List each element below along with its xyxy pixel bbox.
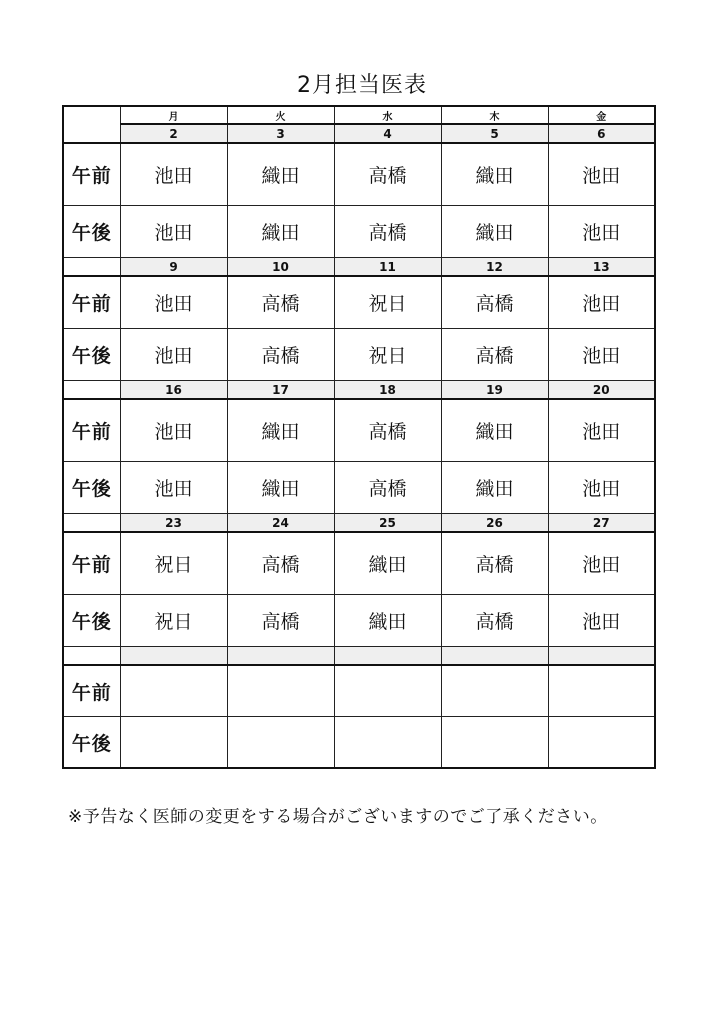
doctor-cell — [548, 717, 655, 769]
notice-text: ※予告なく医師の変更をする場合がございますのでご了承ください。 — [68, 807, 608, 827]
date-cell: 16 — [120, 381, 227, 400]
doctor-cell: 池田 — [548, 143, 655, 206]
doctor-cell: 織田 — [441, 143, 548, 206]
date-row — [63, 381, 655, 400]
date-cell: 2 — [120, 124, 227, 143]
date-cell: 13 — [548, 258, 655, 277]
doctor-cell: 織田 — [227, 143, 334, 206]
date-cell: 19 — [441, 381, 548, 400]
date-cell: 6 — [548, 124, 655, 143]
doctor-cell: 池田 — [548, 329, 655, 381]
date-row — [63, 124, 655, 143]
doctor-cell: 高橋 — [334, 399, 441, 462]
doctor-cell: 織田 — [441, 206, 548, 258]
date-row-spacer — [63, 381, 120, 400]
am-label: 午前 — [63, 399, 120, 462]
pm-row — [63, 206, 655, 258]
doctor-cell — [334, 665, 441, 717]
date-row-spacer — [63, 258, 120, 277]
doctor-cell: 高橋 — [227, 532, 334, 595]
doctor-cell: 高橋 — [441, 595, 548, 647]
doctor-cell: 池田 — [548, 276, 655, 329]
date-cell: 26 — [441, 514, 548, 533]
am-row — [63, 143, 655, 206]
doctor-cell: 織田 — [227, 206, 334, 258]
doctor-cell: 高橋 — [441, 532, 548, 595]
doctor-cell: 織田 — [441, 462, 548, 514]
weekday-header-row — [63, 106, 655, 124]
doctor-cell: 池田 — [120, 462, 227, 514]
pm-label: 午後 — [63, 329, 120, 381]
pm-row — [63, 595, 655, 647]
doctor-cell: 池田 — [548, 206, 655, 258]
date-row — [63, 258, 655, 277]
date-row-spacer — [63, 647, 120, 666]
date-cell: 24 — [227, 514, 334, 533]
doctor-cell — [334, 717, 441, 769]
date-cell: 27 — [548, 514, 655, 533]
date-cell: 23 — [120, 514, 227, 533]
doctor-cell: 祝日 — [120, 595, 227, 647]
date-cell — [227, 647, 334, 666]
doctor-cell: 織田 — [334, 532, 441, 595]
date-cell: 17 — [227, 381, 334, 400]
doctor-cell — [227, 717, 334, 769]
doctor-cell: 高橋 — [334, 462, 441, 514]
date-cell: 18 — [334, 381, 441, 400]
pm-row — [63, 329, 655, 381]
doctor-cell: 織田 — [227, 399, 334, 462]
doctor-cell: 高橋 — [227, 276, 334, 329]
date-cell: 4 — [334, 124, 441, 143]
date-cell: 11 — [334, 258, 441, 277]
doctor-cell: 高橋 — [441, 276, 548, 329]
doctor-cell: 織田 — [334, 595, 441, 647]
date-cell: 25 — [334, 514, 441, 533]
date-cell: 10 — [227, 258, 334, 277]
pm-row — [63, 462, 655, 514]
am-label: 午前 — [63, 276, 120, 329]
pm-label: 午後 — [63, 206, 120, 258]
pm-label: 午後 — [63, 462, 120, 514]
am-row — [63, 276, 655, 329]
weekday-mon: 月 — [120, 106, 227, 124]
doctor-cell: 池田 — [548, 532, 655, 595]
page-title: 2月担当医表 — [297, 73, 427, 98]
date-cell: 12 — [441, 258, 548, 277]
am-label: 午前 — [63, 665, 120, 717]
weekday-tue: 火 — [227, 106, 334, 124]
am-label: 午前 — [63, 532, 120, 595]
pm-row — [63, 717, 655, 769]
date-cell: 9 — [120, 258, 227, 277]
pm-label: 午後 — [63, 717, 120, 769]
am-row — [63, 665, 655, 717]
doctor-cell: 祝日 — [334, 329, 441, 381]
doctor-cell — [548, 665, 655, 717]
doctor-cell — [441, 717, 548, 769]
corner-cell — [63, 106, 120, 143]
date-row-spacer — [63, 514, 120, 533]
doctor-cell: 高橋 — [227, 595, 334, 647]
pm-label: 午後 — [63, 595, 120, 647]
doctor-cell: 祝日 — [334, 276, 441, 329]
doctor-cell: 池田 — [548, 399, 655, 462]
weekday-wed: 水 — [334, 106, 441, 124]
schedule-table — [62, 105, 656, 769]
date-cell — [120, 647, 227, 666]
doctor-cell: 池田 — [120, 143, 227, 206]
am-row — [63, 532, 655, 595]
doctor-cell — [227, 665, 334, 717]
doctor-cell: 織田 — [227, 462, 334, 514]
doctor-cell: 池田 — [120, 399, 227, 462]
date-row — [63, 647, 655, 666]
doctor-cell: 高橋 — [441, 329, 548, 381]
doctor-cell: 高橋 — [227, 329, 334, 381]
am-label: 午前 — [63, 143, 120, 206]
doctor-cell: 織田 — [441, 399, 548, 462]
doctor-cell: 祝日 — [120, 532, 227, 595]
doctor-cell: 池田 — [120, 329, 227, 381]
date-cell: 5 — [441, 124, 548, 143]
doctor-cell: 高橋 — [334, 206, 441, 258]
date-cell: 20 — [548, 381, 655, 400]
doctor-cell: 池田 — [120, 206, 227, 258]
date-cell: 3 — [227, 124, 334, 143]
doctor-cell: 池田 — [548, 595, 655, 647]
doctor-cell — [441, 665, 548, 717]
am-row — [63, 399, 655, 462]
doctor-cell: 高橋 — [334, 143, 441, 206]
doctor-cell — [120, 665, 227, 717]
doctor-cell: 池田 — [120, 276, 227, 329]
date-cell — [334, 647, 441, 666]
weekday-thu: 木 — [441, 106, 548, 124]
weekday-fri: 金 — [548, 106, 655, 124]
date-cell — [441, 647, 548, 666]
doctor-cell: 池田 — [548, 462, 655, 514]
date-row — [63, 514, 655, 533]
doctor-cell — [120, 717, 227, 769]
date-cell — [548, 647, 655, 666]
